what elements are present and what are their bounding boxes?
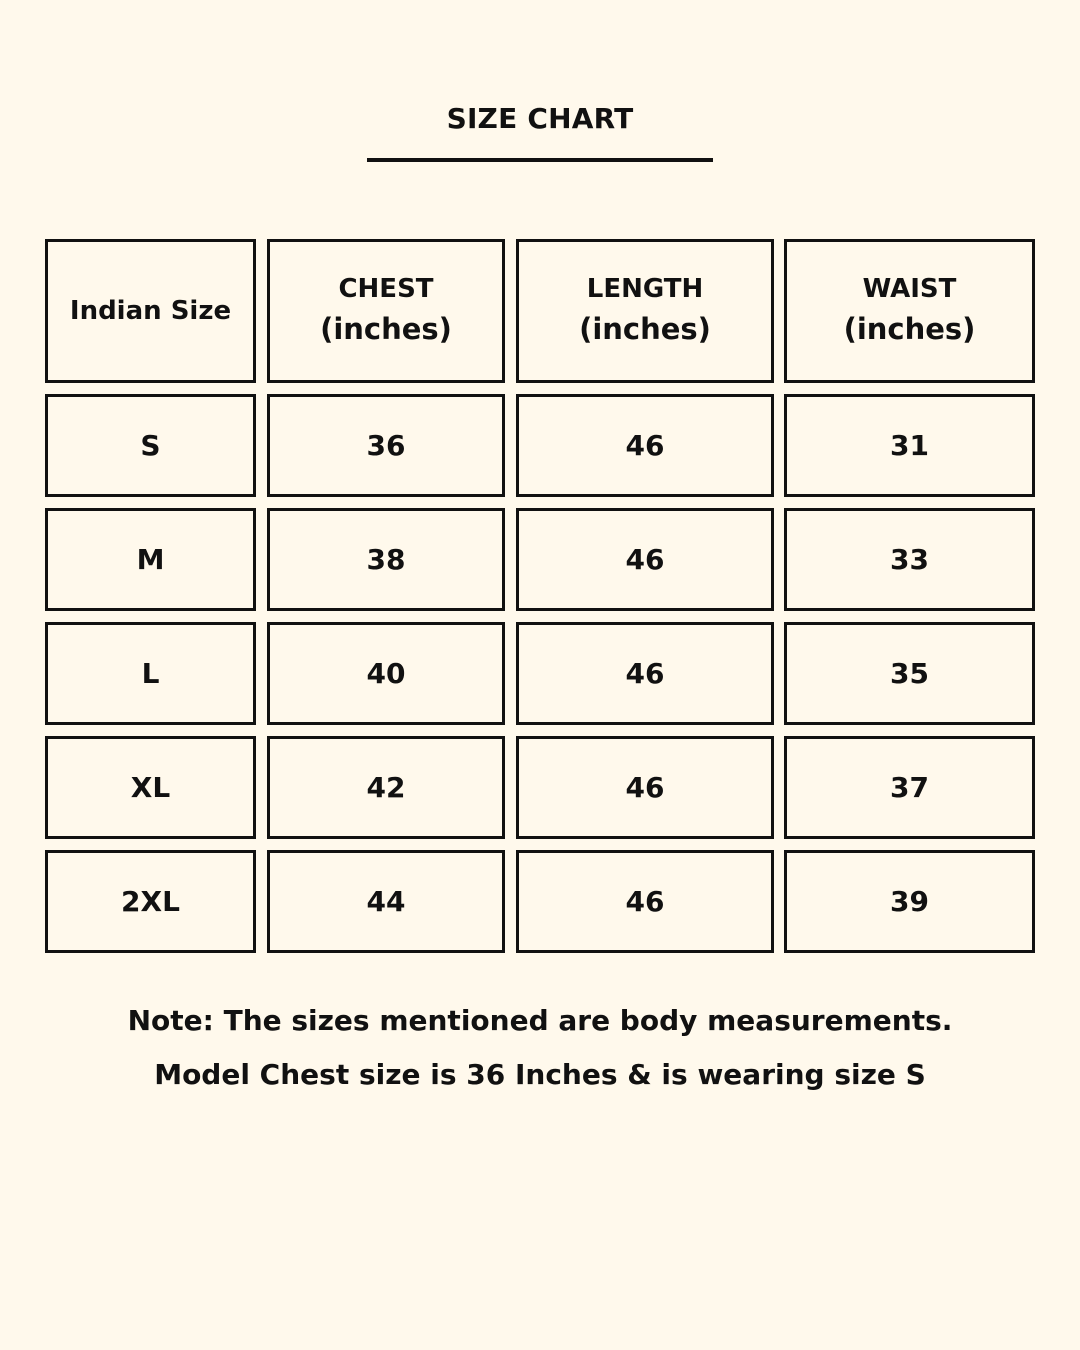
header-label: LENGTH (586, 274, 704, 305)
table-cell-size: L (45, 622, 256, 725)
table-cell-waist: 33 (784, 508, 1035, 611)
table-cell-chest: 38 (267, 508, 505, 611)
header-length (516, 239, 774, 383)
table-cell-waist: 31 (784, 394, 1035, 497)
table-cell-size: 2XL (45, 850, 256, 953)
table-cell-length: 46 (516, 736, 774, 839)
table-cell-chest: 36 (267, 394, 505, 497)
table-cell-waist: 35 (784, 622, 1035, 725)
table-cell-length: 46 (516, 508, 774, 611)
header-waist (784, 239, 1035, 383)
table-cell-size: XL (45, 736, 256, 839)
table-cell-waist: 39 (784, 850, 1035, 953)
table-cell-size: S (45, 394, 256, 497)
note-line-1: Note: The sizes mentioned are body measurements. (127, 1004, 953, 1037)
table-cell-chest: 44 (267, 850, 505, 953)
measurement-note (0, 994, 1080, 1102)
table-cell-length: 46 (516, 850, 774, 953)
table-cell-waist: 37 (784, 736, 1035, 839)
header-label: WAIST (862, 274, 957, 305)
header-label: CHEST (338, 274, 434, 305)
note-line-2: Model Chest size is 36 Inches & is wearing size S (154, 1058, 926, 1091)
title-area (0, 102, 1080, 135)
title-underline (367, 158, 713, 162)
header-chest (267, 239, 505, 383)
header-unit: (inches) (320, 311, 452, 346)
header-indian-size (45, 239, 256, 383)
table-cell-chest: 40 (267, 622, 505, 725)
header-unit: (inches) (579, 311, 711, 346)
table-cell-length: 46 (516, 394, 774, 497)
header-unit: (inches) (843, 311, 976, 346)
table-cell-length: 46 (516, 622, 774, 725)
table-cell-chest: 42 (267, 736, 505, 839)
page-title: SIZE CHART (446, 102, 634, 135)
table-cell-size: M (45, 508, 256, 611)
header-label: Indian Size (69, 296, 232, 326)
